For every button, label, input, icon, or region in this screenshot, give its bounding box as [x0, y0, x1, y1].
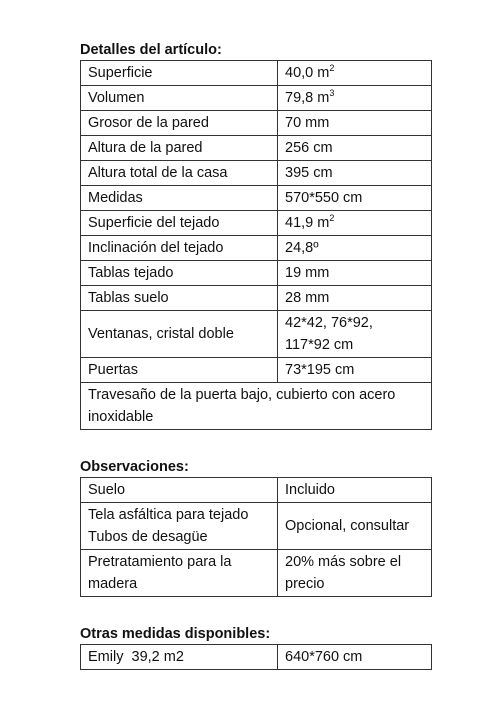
superscript: 3 [329, 88, 335, 99]
row-label: Medidas [81, 186, 278, 211]
row-value: 570*550 cm [278, 186, 432, 211]
table-row [81, 61, 432, 86]
note-line: Travesaño de la puerta bajo, cubierto con acero [88, 387, 396, 403]
table-row [81, 311, 432, 358]
value-text: 41,9 m [285, 215, 330, 231]
value-text: 79,8 m [285, 90, 330, 106]
row-label: Superficie [81, 61, 278, 86]
other-sizes-table [80, 644, 432, 670]
label-line: Pretratamiento para la [88, 554, 232, 570]
row-value [278, 86, 432, 111]
row-label: Emily 39,2 m2 [81, 645, 278, 670]
table-row [81, 236, 432, 261]
row-value [278, 550, 432, 597]
row-label: Altura total de la casa [81, 161, 278, 186]
value-line: 117*92 cm [285, 337, 354, 353]
label-line: madera [88, 576, 138, 592]
table-row [81, 186, 432, 211]
label-line: Tela asfáltica para tejado [88, 507, 249, 523]
row-value: 640*760 cm [278, 645, 432, 670]
observations-heading: Observaciones: [80, 459, 189, 475]
table-row [81, 358, 432, 383]
table-row [81, 211, 432, 236]
row-label: Inclinación del tejado [81, 236, 278, 261]
row-value: Incluido [278, 478, 432, 503]
row-value [278, 61, 432, 86]
table-row [81, 550, 432, 597]
table-row [81, 286, 432, 311]
table-row [81, 111, 432, 136]
row-value: 19 mm [278, 261, 432, 286]
row-value: 28 mm [278, 286, 432, 311]
label-line: Tubos de desagüe [88, 529, 208, 545]
value-line: 42*42, 76*92, [285, 315, 373, 331]
table-row [81, 261, 432, 286]
row-value [278, 211, 432, 236]
table-row [81, 161, 432, 186]
row-label: Tablas suelo [81, 286, 278, 311]
row-label: Suelo [81, 478, 278, 503]
row-label: Altura de la pared [81, 136, 278, 161]
table-row-note [81, 383, 432, 430]
row-value: 73*195 cm [278, 358, 432, 383]
note-line: inoxidable [88, 409, 154, 425]
table-row [81, 503, 432, 550]
row-value: Opcional, consultar [278, 503, 432, 550]
superscript: 2 [329, 63, 335, 74]
table-row [81, 645, 432, 670]
row-label [81, 550, 278, 597]
row-value: 70 mm [278, 111, 432, 136]
details-heading: Detalles del artículo: [80, 42, 222, 58]
row-value: 256 cm [278, 136, 432, 161]
row-value: 24,8º [278, 236, 432, 261]
observations-table [80, 477, 432, 597]
details-table [80, 60, 432, 430]
document-page [80, 40, 431, 670]
note-cell [81, 383, 432, 430]
row-label: Ventanas, cristal doble [81, 311, 278, 358]
row-value: 395 cm [278, 161, 432, 186]
row-value [278, 311, 432, 358]
row-label: Superficie del tejado [81, 211, 278, 236]
row-label [81, 503, 278, 550]
row-label: Puertas [81, 358, 278, 383]
table-row [81, 86, 432, 111]
row-label: Volumen [81, 86, 278, 111]
value-line: precio [285, 576, 325, 592]
row-label: Tablas tejado [81, 261, 278, 286]
superscript: 2 [329, 213, 335, 224]
value-line: 20% más sobre el [285, 554, 402, 570]
table-row [81, 478, 432, 503]
row-label: Grosor de la pared [81, 111, 278, 136]
value-text: 40,0 m [285, 65, 330, 81]
table-row [81, 136, 432, 161]
other-sizes-heading: Otras medidas disponibles: [80, 626, 271, 642]
